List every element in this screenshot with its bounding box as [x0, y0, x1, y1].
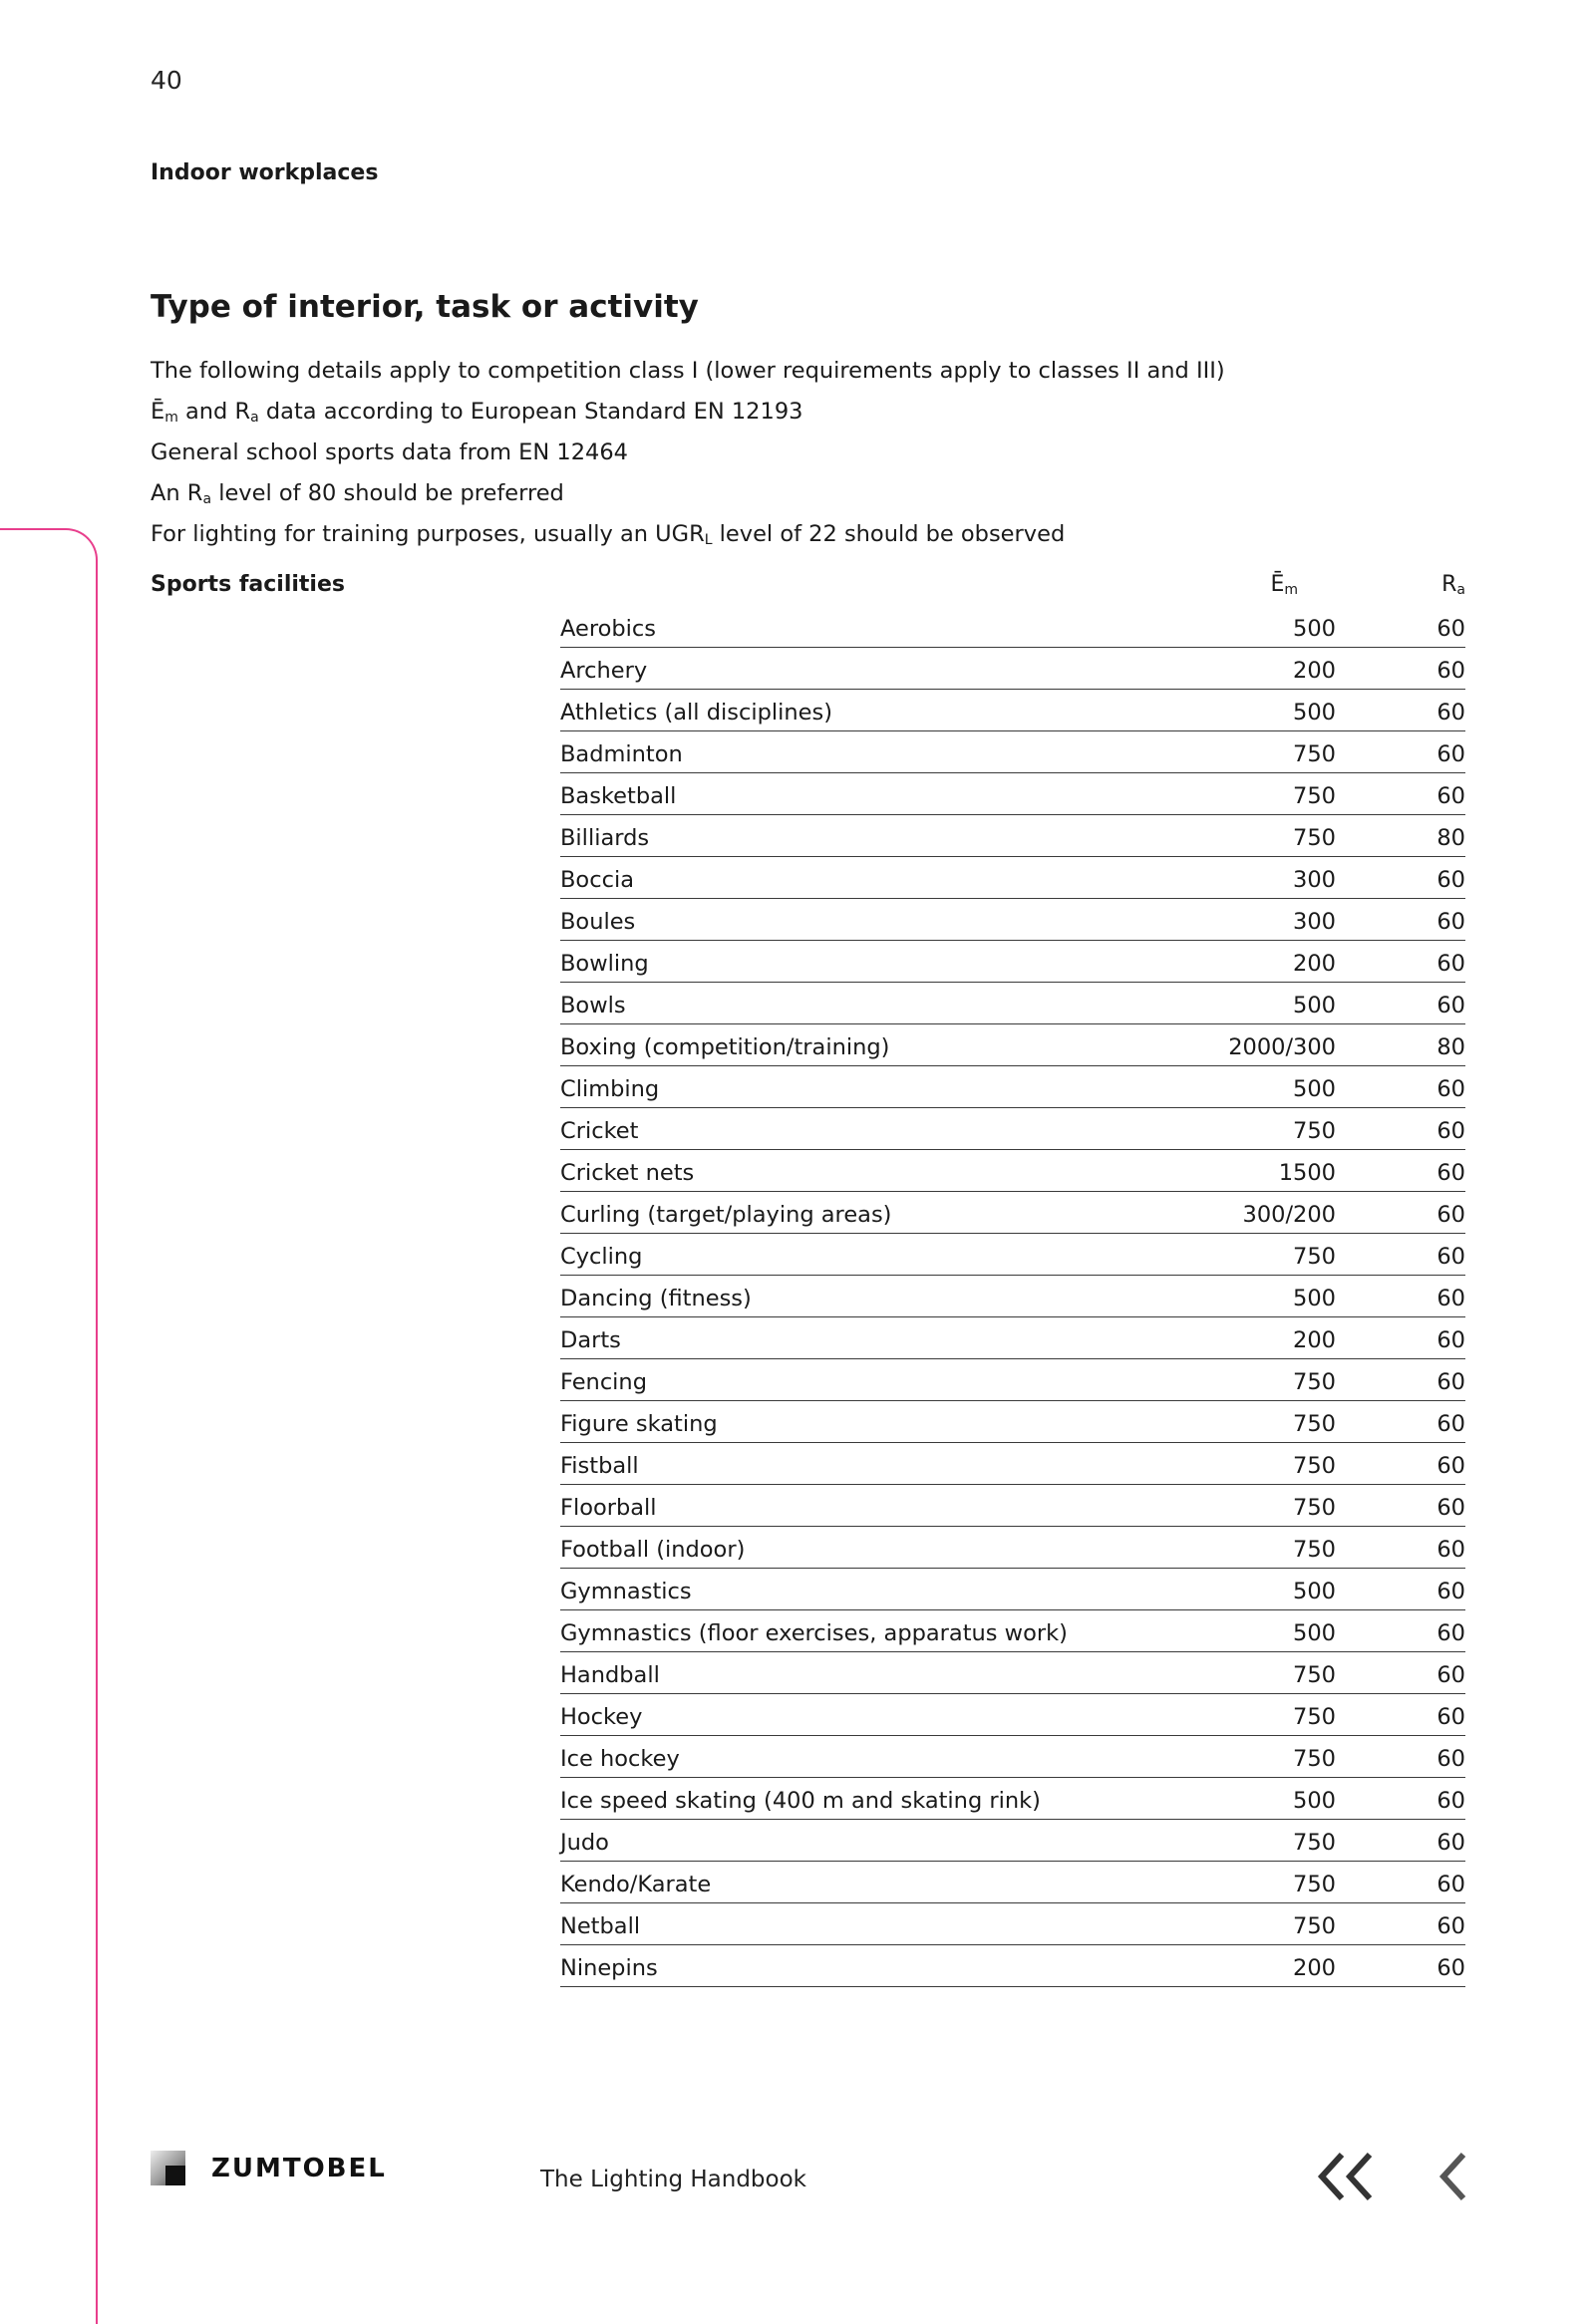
zumtobel-logo-icon — [151, 2151, 185, 2185]
facility-name: Hockey — [560, 1703, 643, 1730]
table-row — [560, 606, 1465, 648]
illuminance-value: 500 — [1293, 1619, 1336, 1646]
illuminance-value: 750 — [1293, 740, 1336, 767]
color-rendering-value: 60 — [1436, 1745, 1465, 1772]
table-row — [560, 1820, 1465, 1862]
color-rendering-value: 60 — [1436, 1619, 1465, 1646]
table-row — [560, 1317, 1465, 1359]
color-rendering-value: 60 — [1436, 950, 1465, 977]
brand-name: ZUMTOBEL — [211, 2153, 387, 2183]
table-row — [560, 690, 1465, 731]
illuminance-value: 500 — [1293, 1075, 1336, 1102]
intro-line-ra-level: An $R_a$ level of 80 should be preferred — [151, 480, 564, 507]
table-row — [560, 1527, 1465, 1569]
table-row — [560, 1862, 1465, 1903]
illuminance-value: 200 — [1293, 657, 1336, 684]
facility-name: Ninepins — [560, 1954, 658, 1981]
color-rendering-value: 60 — [1436, 1452, 1465, 1479]
illuminance-value: 2000/300 — [1228, 1033, 1336, 1060]
table-row — [560, 1945, 1465, 1987]
facility-name: Kendo/Karate — [560, 1871, 712, 1897]
illuminance-value: 500 — [1293, 615, 1336, 642]
facility-name: Aerobics — [560, 615, 656, 642]
illuminance-value: 750 — [1293, 1661, 1336, 1688]
intro-line-ugr-level: For lighting for training purposes, usually an $UGR_L$ level of 22 should be observed — [151, 521, 1066, 548]
illuminance-value: 500 — [1293, 992, 1336, 1018]
color-rendering-value: 60 — [1436, 1410, 1465, 1437]
color-rendering-value: 60 — [1436, 1368, 1465, 1395]
facility-name: Athletics (all disciplines) — [560, 699, 832, 726]
color-rendering-value: 60 — [1436, 615, 1465, 642]
table-row — [560, 1359, 1465, 1401]
facility-name: Badminton — [560, 740, 683, 767]
color-rendering-value: 60 — [1436, 1703, 1465, 1730]
facility-name: Cricket — [560, 1117, 639, 1144]
facility-name: Fencing — [560, 1368, 647, 1395]
color-rendering-value: 60 — [1436, 866, 1465, 893]
facility-name: Ice hockey — [560, 1745, 680, 1772]
facility-name: Handball — [560, 1661, 660, 1688]
illuminance-value: 200 — [1293, 1326, 1336, 1353]
color-rendering-value: 60 — [1436, 1243, 1465, 1270]
illuminance-value: 500 — [1293, 699, 1336, 726]
color-rendering-value: 60 — [1436, 1661, 1465, 1688]
intro-line-school-sports: General school sports data from EN 12464 — [151, 439, 628, 465]
color-rendering-value: 60 — [1436, 1787, 1465, 1814]
facility-name: Cycling — [560, 1243, 643, 1270]
color-rendering-value: 60 — [1436, 1578, 1465, 1604]
illuminance-value: 750 — [1293, 1117, 1336, 1144]
facility-name: Floorball — [560, 1494, 657, 1521]
illuminance-value: 750 — [1293, 1829, 1336, 1856]
sports-facilities-table — [560, 606, 1465, 1987]
table-row — [560, 1401, 1465, 1443]
color-rendering-value: 80 — [1436, 824, 1465, 851]
color-rendering-value: 60 — [1436, 740, 1465, 767]
table-row — [560, 1066, 1465, 1108]
facility-name: Boccia — [560, 866, 634, 893]
color-rendering-value: 60 — [1436, 1829, 1465, 1856]
decorative-side-line — [0, 528, 98, 2324]
table-row — [560, 1234, 1465, 1276]
facility-name: Football (indoor) — [560, 1536, 746, 1563]
illuminance-value: 500 — [1293, 1787, 1336, 1814]
table-row — [560, 1569, 1465, 1610]
color-rendering-value: 60 — [1436, 908, 1465, 935]
color-rendering-value: 60 — [1436, 782, 1465, 809]
page-number: 40 — [151, 66, 182, 95]
facility-name: Dancing (fitness) — [560, 1285, 752, 1311]
facility-name: Curling (target/playing areas) — [560, 1201, 892, 1228]
color-rendering-value: 60 — [1436, 1912, 1465, 1939]
color-rendering-value: 60 — [1436, 699, 1465, 726]
intro-notes — [151, 351, 1446, 555]
illuminance-value: 750 — [1293, 1410, 1336, 1437]
illuminance-value: 750 — [1293, 1536, 1336, 1563]
illuminance-value: 300 — [1293, 866, 1336, 893]
facility-name: Netball — [560, 1912, 641, 1939]
illuminance-value: 500 — [1293, 1285, 1336, 1311]
facility-name: Boxing (competition/training) — [560, 1033, 890, 1060]
table-row — [560, 1485, 1465, 1527]
illuminance-value: 200 — [1293, 950, 1336, 977]
section-title: Indoor workplaces — [151, 160, 379, 185]
color-rendering-value: 60 — [1436, 1871, 1465, 1897]
illuminance-value: 750 — [1293, 782, 1336, 809]
facility-name: Climbing — [560, 1075, 660, 1102]
illuminance-value: 750 — [1293, 1243, 1336, 1270]
table-row — [560, 1736, 1465, 1778]
table-row — [560, 899, 1465, 941]
table-row — [560, 1108, 1465, 1150]
table-row — [560, 1610, 1465, 1652]
table-row — [560, 1694, 1465, 1736]
table-row — [560, 815, 1465, 857]
color-rendering-value: 60 — [1436, 1285, 1465, 1311]
illuminance-value: 200 — [1293, 1954, 1336, 1981]
column-header-em: $Ē_m$ — [1270, 572, 1298, 598]
facility-name: Basketball — [560, 782, 677, 809]
column-header-ra: $R_a$ — [1441, 572, 1465, 598]
illuminance-value: 500 — [1293, 1578, 1336, 1604]
color-rendering-value: 80 — [1436, 1033, 1465, 1060]
table-row — [560, 983, 1465, 1024]
color-rendering-value: 60 — [1436, 992, 1465, 1018]
page-heading: Type of interior, task or activity — [151, 289, 699, 325]
table-row — [560, 857, 1465, 899]
illuminance-value: 750 — [1293, 824, 1336, 851]
table-row — [560, 1192, 1465, 1234]
illuminance-value: 1500 — [1278, 1159, 1336, 1186]
facility-name: Bowls — [560, 992, 626, 1018]
illuminance-value: 750 — [1293, 1452, 1336, 1479]
illuminance-value: 300/200 — [1242, 1201, 1336, 1228]
facility-name: Gymnastics (floor exercises, apparatus work) — [560, 1619, 1068, 1646]
facility-name: Archery — [560, 657, 648, 684]
table-row — [560, 941, 1465, 983]
table-row — [560, 1024, 1465, 1066]
illuminance-value: 750 — [1293, 1912, 1336, 1939]
table-row — [560, 773, 1465, 815]
facility-name: Ice speed skating (400 m and skating rink) — [560, 1787, 1041, 1814]
color-rendering-value: 60 — [1436, 1326, 1465, 1353]
illuminance-value: 750 — [1293, 1703, 1336, 1730]
table-row — [560, 1276, 1465, 1317]
facilities-label: Sports facilities — [151, 572, 345, 597]
intro-line-standard: $Ē_m$ and $R_a$ data according to European Standard EN 12193 — [151, 399, 803, 426]
facility-name: Judo — [560, 1829, 609, 1856]
table-row — [560, 731, 1465, 773]
book-title: The Lighting Handbook — [540, 2167, 806, 2192]
table-row — [560, 1443, 1465, 1485]
color-rendering-value: 60 — [1436, 1075, 1465, 1102]
facility-name: Billiards — [560, 824, 650, 851]
color-rendering-value: 60 — [1436, 1159, 1465, 1186]
zumtobel-logo — [151, 2151, 387, 2185]
double-chevron-left-icon[interactable] — [1316, 2151, 1376, 2202]
table-row — [560, 648, 1465, 690]
color-rendering-value: 60 — [1436, 1536, 1465, 1563]
facility-name: Fistball — [560, 1452, 639, 1479]
facility-name: Bowling — [560, 950, 649, 977]
facility-name: Cricket nets — [560, 1159, 695, 1186]
table-row — [560, 1903, 1465, 1945]
illuminance-value: 300 — [1293, 908, 1336, 935]
color-rendering-value: 60 — [1436, 1117, 1465, 1144]
chevron-left-icon[interactable] — [1436, 2151, 1471, 2202]
color-rendering-value: 60 — [1436, 1954, 1465, 1981]
table-row — [560, 1778, 1465, 1820]
table-row — [560, 1150, 1465, 1192]
illuminance-value: 750 — [1293, 1871, 1336, 1897]
table-row — [560, 1652, 1465, 1694]
facility-name: Darts — [560, 1326, 621, 1353]
illuminance-value: 750 — [1293, 1368, 1336, 1395]
illuminance-value: 750 — [1293, 1494, 1336, 1521]
color-rendering-value: 60 — [1436, 1201, 1465, 1228]
color-rendering-value: 60 — [1436, 1494, 1465, 1521]
color-rendering-value: 60 — [1436, 657, 1465, 684]
intro-line-competition-class: The following details apply to competition class I (lower requirements apply to classes II and III) — [151, 358, 1225, 384]
facility-name: Gymnastics — [560, 1578, 692, 1604]
facility-name: Boules — [560, 908, 636, 935]
illuminance-value: 750 — [1293, 1745, 1336, 1772]
facility-name: Figure skating — [560, 1410, 718, 1437]
